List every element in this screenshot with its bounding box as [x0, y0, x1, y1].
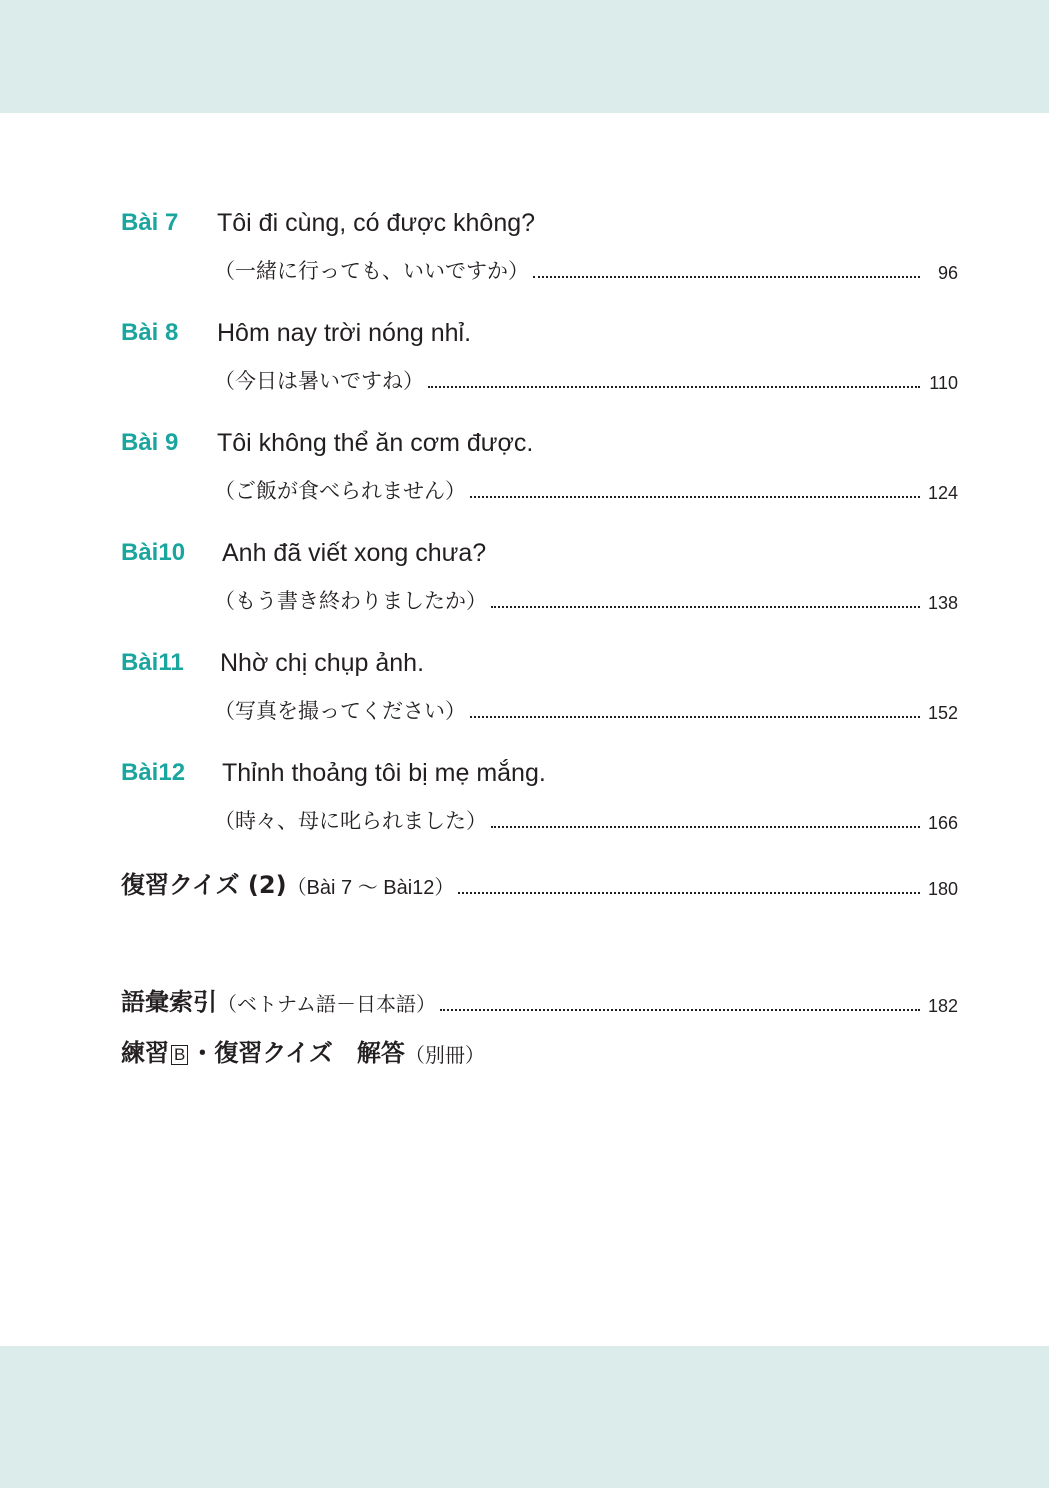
vocab-index-title: 語彙索引 — [121, 988, 217, 1016]
dot-leader — [533, 276, 920, 278]
review-quiz-title: 復習クイズ (2) — [121, 871, 287, 899]
lesson-jp-9: （ご飯が食べられません） — [214, 479, 466, 503]
page-number-vocab-index: 182 — [927, 996, 958, 1016]
answers-prefix: 練習 — [121, 1039, 169, 1067]
page-number-review-quiz: 180 — [927, 879, 958, 899]
answers-suffix: ・復習クイズ 解答 — [190, 1039, 405, 1067]
lesson-title-7: Tôi đi cùng, có được không? — [217, 209, 536, 237]
page-number-8: 110 — [929, 373, 958, 393]
lesson-jp-7: （一緒に行っても、いいですか） — [214, 259, 529, 283]
lesson-jp-10: （もう書き終わりましたか） — [214, 589, 487, 613]
dot-leader — [428, 386, 920, 388]
page-number-7: 96 — [937, 263, 958, 283]
lesson-label-12: Bài12 — [121, 759, 186, 786]
top-color-band — [0, 0, 1049, 113]
answers-note: （別冊） — [404, 1043, 485, 1067]
toc-entry-10[interactable] — [214, 584, 958, 614]
page-number-9: 124 — [927, 483, 958, 503]
page-number-12: 166 — [927, 813, 958, 833]
toc-entry-answers[interactable] — [121, 1034, 958, 1068]
page-number-10: 138 — [927, 593, 958, 613]
lesson-title-9: Tôi không thể ăn cơm được. — [217, 429, 534, 457]
dot-leader — [491, 606, 920, 608]
lesson-label-11: Bài11 — [121, 649, 184, 676]
vocab-index-subtitle: （ベトナム語－日本語） — [217, 992, 436, 1016]
toc-entry-vocab-index[interactable] — [121, 983, 958, 1017]
page-number-11: 152 — [927, 703, 958, 723]
lesson-title-11: Nhờ chị chụp ảnh. — [220, 649, 425, 677]
lesson-label-7: Bài 7 — [121, 209, 179, 236]
dot-leader — [440, 1009, 920, 1011]
review-quiz-range: （Bài 7 〜 Bài12） — [286, 877, 455, 899]
toc-entry-9[interactable] — [214, 474, 958, 504]
dot-leader — [470, 496, 920, 498]
dot-leader — [491, 826, 920, 828]
lesson-jp-12: （時々、母に叱られました） — [214, 809, 487, 833]
lesson-title-10: Anh đã viết xong chưa? — [222, 539, 487, 567]
lesson-title-12: Thỉnh thoảng tôi bị mẹ mắng. — [222, 759, 546, 787]
dot-leader — [458, 892, 920, 894]
toc-entry-7[interactable] — [214, 254, 958, 284]
boxed-letter-b: B — [171, 1045, 188, 1065]
lesson-jp-11: （写真を撮ってください） — [214, 699, 466, 723]
lesson-title-8: Hôm nay trời nóng nhỉ. — [217, 319, 472, 347]
dot-leader — [470, 716, 920, 718]
lesson-label-10: Bài10 — [121, 539, 186, 566]
toc-entry-12[interactable] — [214, 804, 958, 834]
lesson-label-9: Bài 9 — [121, 429, 179, 456]
lesson-label-8: Bài 8 — [121, 319, 179, 346]
lesson-jp-8: （今日は暑いですね） — [214, 369, 424, 393]
toc-entry-11[interactable] — [214, 694, 958, 724]
toc-entry-review-quiz[interactable] — [121, 866, 958, 900]
toc-entry-8[interactable] — [214, 364, 958, 394]
bottom-color-band — [0, 1346, 1049, 1488]
